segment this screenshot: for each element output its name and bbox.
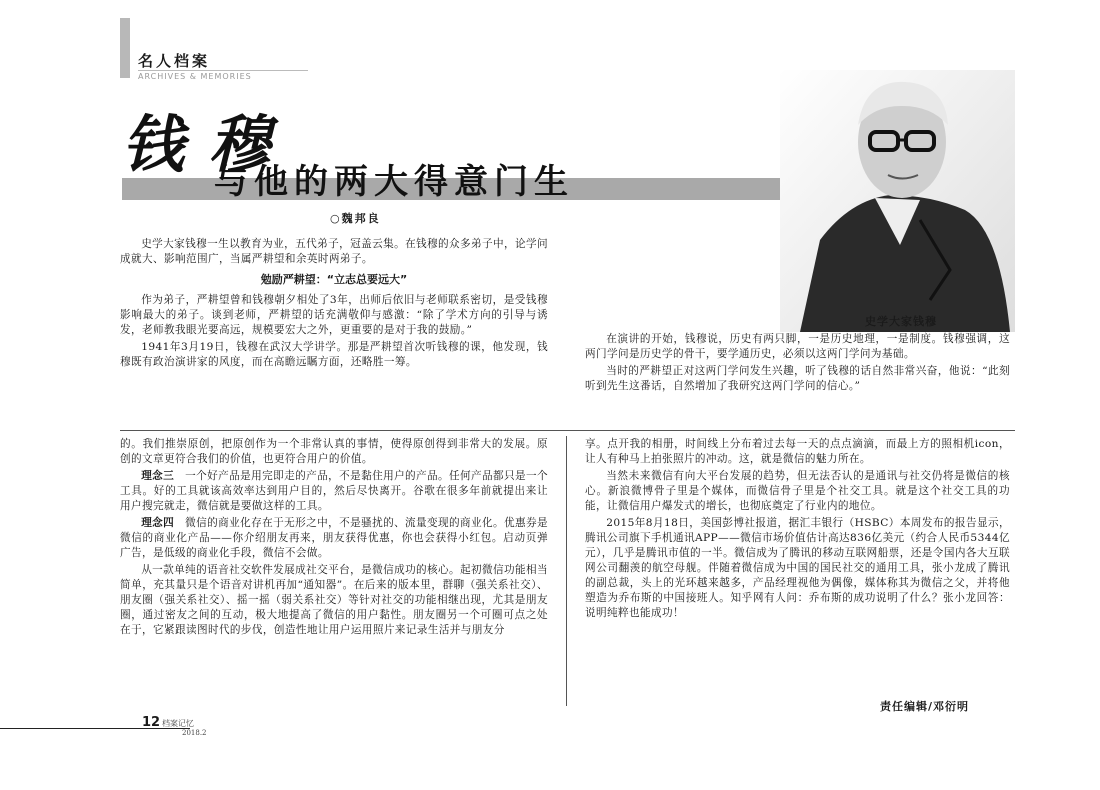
editor-credit: 责任编辑/邓衍明 bbox=[880, 700, 970, 713]
paragraph: 史学大家钱穆一生以教育为业，五代弟子，冠盖云集。在钱穆的众多弟子中，论学问成就大、影响范围广，当属严耕望和余英时两弟子。 bbox=[120, 238, 548, 265]
paragraph bbox=[120, 469, 548, 514]
paragraph: 作为弟子，严耕望曾和钱穆朝夕相处了3年，出师后依旧与老师联系密切，是受钱穆影响最大的弟子。谈到老师，严耕望的话充满敬仰与感激：“除了学术方向的引导与诱发，老师教我眼光要高远，规模要宏大之外，更重要的是对于我的鼓励。” bbox=[120, 294, 548, 336]
portrait-photo bbox=[780, 70, 1015, 332]
column-lower-left bbox=[120, 437, 548, 640]
paragraph: 1941年3月19日，钱穆在武汉大学讲学。那是严耕望首次听钱穆的课，他发现，钱穆既有政治演讲家的风度，而在高瞻远瞩方面，还略胜一筹。 bbox=[120, 341, 548, 368]
paragraph-text: 一个好产品是用完即走的产品，不是黏住用户的产品。任何产品都只是一个工具。好的工具就该高效率达到用户目的，然后尽快离开。谷歌在很多年前就提出来让用户搜完就走，微信就是要做这样的工具。 bbox=[120, 470, 548, 512]
paragraph: 从一款单纯的语音社交软件发展成社交平台，是微信成功的核心。起初微信功能相当简单，充其量只是个语音对讲机再加“通知器”。在后来的版本里，群聊（强关系社交）、朋友圈（强关系社交）、摇一摇（弱关系社交）等针对社交的功能相继出现，尤其是朋友圈，通过密友之间的互动，极大地提高了微信的用户黏性。朋友圈另一个可圈可点之处在于，它紧跟读图时代的步伐，创造性地让用户运用照片来记录生活并与朋友分 bbox=[120, 564, 548, 636]
vertical-divider bbox=[566, 436, 567, 706]
keyword-label: 理念三 bbox=[141, 470, 175, 482]
section-heading: 勉励严耕望：“立志总要远大” bbox=[260, 273, 408, 286]
footer-magazine: 档案记忆 bbox=[162, 719, 194, 728]
paragraph: 当然未来微信有向大平台发展的趋势，但无法否认的是通讯与社交仍将是微信的核心。新浪微博骨子里是个媒体，而微信骨子里是个社交工具。就是这个社交工具的功能，让微信用户爆发式的增长，也彻底奠定了行业内的地位。 bbox=[585, 470, 1010, 512]
paragraph-text: 微信的商业化存在于无形之中，不是骚扰的、流量变现的商业化。优惠券是微信的商业化产品——你介绍朋友再来，朋友获得优惠，你也会获得小红包。启动页弹广告，是低级的商业化手段，微信不会做。 bbox=[120, 517, 548, 559]
footer-issue: 2018.2 bbox=[182, 729, 207, 737]
section-title: 名人档案 bbox=[138, 52, 211, 70]
column-upper-right bbox=[585, 332, 1010, 396]
paragraph bbox=[120, 516, 548, 561]
keyword-label: 理念四 bbox=[141, 517, 175, 529]
article-subtitle: 与他的两大得意门生 bbox=[214, 162, 574, 202]
paragraph: 享。点开我的相册，时间线上分布着过去每一天的点点滴滴，而最上方的照相机icon，让人有种马上拍张照片的冲动。这，就是微信的魅力所在。 bbox=[585, 438, 1010, 465]
photo-caption: 史学大家钱穆 bbox=[865, 315, 937, 328]
section-bar bbox=[120, 18, 130, 78]
section-subtitle: ARCHIVES & MEMORIES bbox=[138, 70, 308, 81]
paragraph: 当时的严耕望正对这两门学问发生兴趣，听了钱穆的话自然非常兴奋，他说：“此刻听到先生这番话，自然增加了我研究这两门学问的信心。” bbox=[585, 365, 1010, 392]
paragraph: 在演讲的开始，钱穆说，历史有两只脚，一是历史地理，一是制度。钱穆强调，这两门学问是历史学的骨干，要学通历史，必须以这两门学问为基础。 bbox=[585, 333, 1010, 360]
page-number: 12 bbox=[142, 715, 161, 730]
author-byline: ○魏邦良 bbox=[330, 212, 381, 225]
article-title: 钱穆 bbox=[122, 108, 295, 181]
paragraph: 2015年8月18日，美国彭博社报道，据汇丰银行（HSBC）本周发布的报告显示，腾讯公司旗下手机通讯APP——微信市场价值估计高达836亿美元（约合人民币5344亿元），几乎是腾讯市值的一半。微信成为了腾讯的移动互联网船票，还是令国内各大互联网公司翻羡的航空母舰。伴随着微信成为中国的国民社交的通用工具，张小龙成了腾讯的副总裁，头上的光环越来越多，产品经理视他为偶像，媒体称其为微信之父，并将他塑造为乔布斯的中国接班人。知乎网有人问：乔布斯的成功说明了什么？张小龙回答：说明纯粹也能成功！ bbox=[585, 517, 1010, 619]
column-upper-left bbox=[120, 237, 548, 372]
column-lower-right bbox=[585, 437, 1010, 623]
horizontal-divider bbox=[120, 430, 1015, 431]
paragraph: 的。我们推崇原创，把原创作为一个非常认真的事情，使得原创得到非常大的发展。原创的文章更符合我们的价值，也更符合用户的价值。 bbox=[120, 438, 548, 465]
